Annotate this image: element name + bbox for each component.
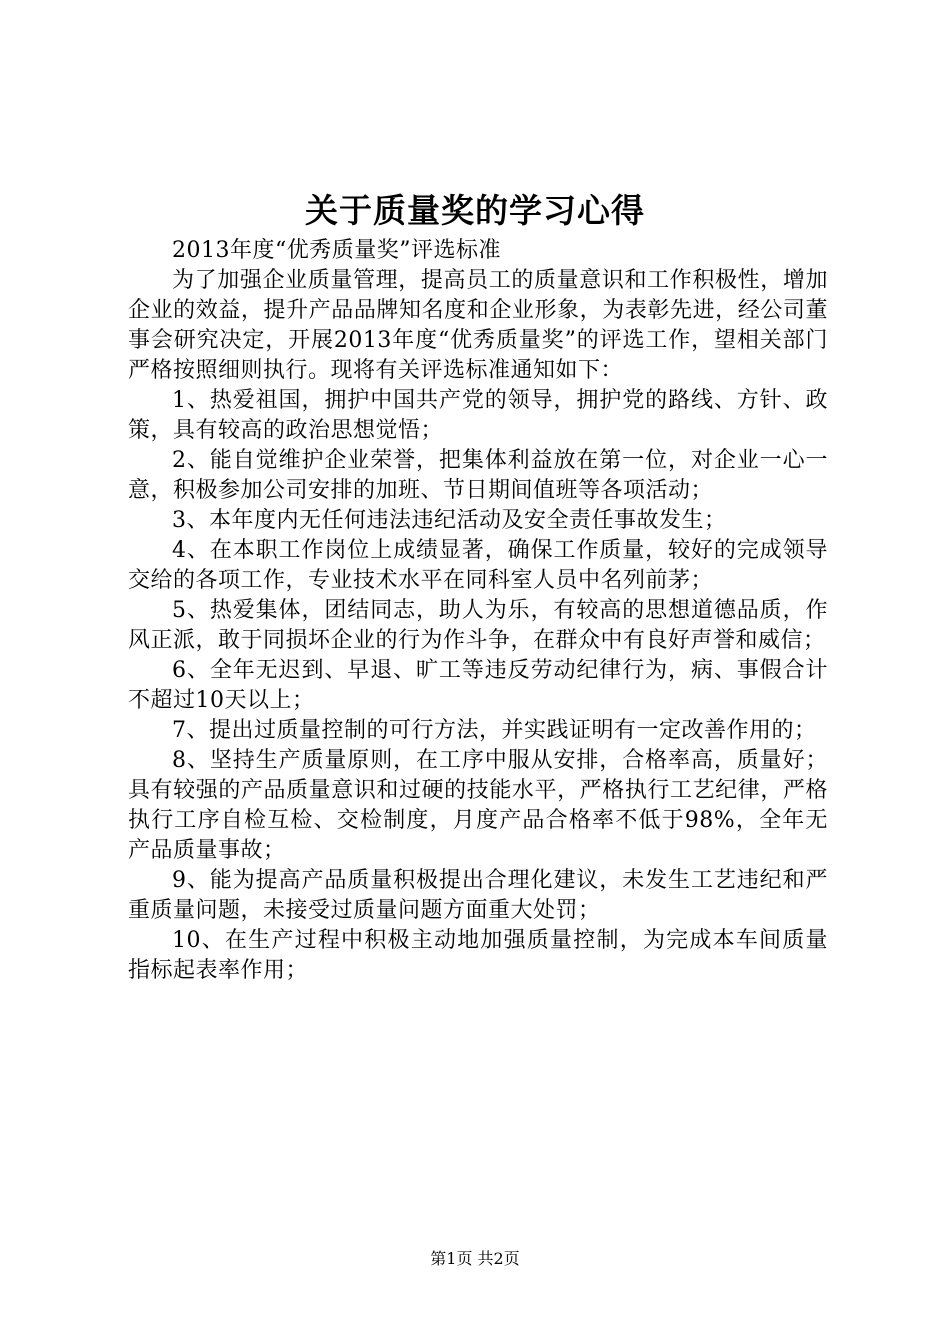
paragraph-item-4: 4、在本职工作岗位上成绩显著，确保工作质量，较好的完成领导交给的各项工作，专业技术水平在同科室人员中名列前茅； [128, 538, 828, 593]
paragraph-item-9: 9、能为提高产品质量积极提出合理化建议，未发生工艺违纪和严重质量问题，未接受过质量问题方面重大处罚； [128, 868, 828, 923]
paragraph-item-2: 2、能自觉维护企业荣誉，把集体利益放在第一位，对企业一心一意，积极参加公司安排的加班、节日期间值班等各项活动； [128, 448, 828, 503]
paragraph-item-6: 6、全年无迟到、早退、旷工等违反劳动纪律行为，病、事假合计不超过10天以上； [128, 658, 828, 713]
paragraph-item-3: 3、本年度内无任何违法违纪活动及安全责任事故发生； [172, 508, 727, 533]
page-footer: 第1页 共2页 [430, 1249, 520, 1268]
paragraph-intro: 为了加强企业质量管理，提高员工的质量意识和工作积极性，增加企业的效益，提升产品品牌知名度和企业形象，为表彰先进，经公司董事会研究决定，开展2013年度“优秀质量奖”的评选工作，望相关部门严格按照细则执行。现将有关评选标准通知如下： [128, 268, 828, 383]
paragraph-item-1: 1、热爱祖国，拥护中国共产党的领导，拥护党的路线、方针、政策，具有较高的政治思想觉悟； [128, 388, 828, 443]
page-title: 关于质量奖的学习心得 [305, 191, 645, 230]
paragraph-item-8: 8、坚持生产质量原则，在工序中服从安排，合格率高，质量好；具有较强的产品质量意识和过硬的技能水平，严格执行工艺纪律，严格执行工序自检互检、交检制度，月度产品合格率不低于98%，全年无产品质量事故； [128, 748, 828, 863]
paragraph-item-5: 5、热爱集体，团结同志，助人为乐，有较高的思想道德品质，作风正派，敢于同损坏企业的行为作斗争，在群众中有良好声誉和威信； [128, 598, 828, 653]
document-body [128, 236, 828, 986]
paragraph-item-10: 10、在生产过程中积极主动地加强质量控制，为完成本车间质量指标起表率作用； [128, 928, 828, 983]
paragraph-item-7: 7、提出过质量控制的可行方法，并实践证明有一定改善作用的； [172, 718, 817, 743]
paragraph-subheading: 2013年度“优秀质量奖”评选标准 [172, 238, 501, 263]
